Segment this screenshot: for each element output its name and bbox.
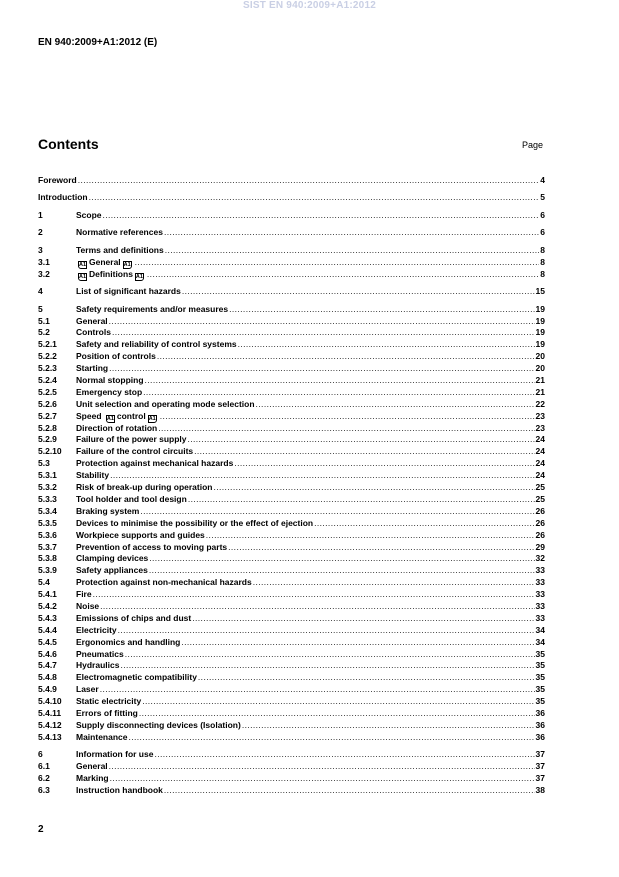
toc-entry-number: 5.4.5 (38, 636, 57, 647)
toc-entry-title: Electricity (76, 624, 117, 635)
dot-leader (228, 542, 534, 554)
toc-entry[interactable] (38, 720, 545, 732)
toc-entry-number: 4 (38, 286, 43, 297)
toc-entry-page: 5 (540, 192, 545, 203)
toc-entry[interactable] (38, 749, 545, 761)
toc-entry-page: 8 (540, 256, 545, 267)
toc-entry-page: 26 (535, 517, 545, 528)
toc-entry-page: 19 (535, 339, 545, 350)
dot-leader (181, 637, 534, 649)
dot-leader (142, 696, 534, 708)
document-identifier: EN 940:2009+A1:2012 (E) (38, 37, 158, 48)
dot-leader (164, 785, 535, 797)
dot-leader (140, 506, 534, 518)
toc-entry-number: 5.4.6 (38, 648, 57, 659)
dot-leader (314, 518, 534, 530)
toc-entry-page: 8 (540, 268, 545, 279)
toc-entry-title: Errors of fitting (76, 707, 138, 718)
toc-entry-title: Emergency stop (76, 386, 143, 397)
toc-entry-page: 35 (535, 648, 545, 659)
toc-entry-title: Stability (76, 470, 110, 481)
dot-leader (145, 375, 535, 387)
toc-entry-title: Starting (76, 363, 109, 374)
dot-leader (109, 363, 534, 375)
toc-entry-title: Controls (76, 327, 111, 338)
toc-entry-page: 22 (535, 398, 545, 409)
dot-leader (253, 577, 535, 589)
dot-leader (256, 399, 535, 411)
toc-entry[interactable] (38, 375, 545, 387)
toc-entry-title: Fire (76, 589, 92, 600)
toc-entry-title: Safety appliances (76, 565, 148, 576)
toc-entry-number: 5.4.12 (38, 719, 62, 730)
amendment-start-marker-icon: A1 (106, 415, 114, 422)
toc-entry-number: 5.2.6 (38, 398, 57, 409)
amendment-end-marker-icon: A1 (123, 261, 131, 268)
toc-entry-page: 29 (535, 541, 545, 552)
toc-entry[interactable] (38, 192, 545, 204)
dot-leader (188, 494, 535, 506)
dot-leader (109, 316, 535, 328)
toc-entry-page: 15 (535, 286, 545, 297)
toc-entry-title: Devices to minimise the possibility or the effect of ejection (76, 517, 314, 528)
toc-entry-number: 5.4.3 (38, 612, 57, 623)
toc-entry-number: 5.4.13 (38, 731, 62, 742)
toc-entry-page: 26 (535, 529, 545, 540)
toc-entry-page: 21 (535, 375, 545, 386)
toc-entry[interactable] (38, 269, 545, 281)
amendment-end-marker-icon: A1 (135, 273, 143, 280)
toc-entry-title: Protection against non-mechanical hazards (76, 577, 252, 588)
toc-entry-page: 23 (535, 422, 545, 433)
dot-leader (139, 708, 535, 720)
toc-entry-title: Emissions of chips and dust (76, 612, 192, 623)
toc-entry[interactable] (38, 411, 545, 423)
toc-entry-title: Tool holder and tool design (76, 493, 187, 504)
toc-entry-title: Information for use (76, 749, 154, 760)
toc-entry[interactable] (38, 761, 545, 773)
toc-entry-page: 24 (535, 470, 545, 481)
toc-entry[interactable] (38, 530, 545, 542)
toc-entry-number: 6.3 (38, 784, 50, 795)
toc-entry-page: 35 (535, 696, 545, 707)
toc-entry[interactable] (38, 387, 545, 399)
toc-entry-page: 33 (535, 612, 545, 623)
toc-entry-title: Instruction handbook (76, 784, 163, 795)
dot-leader (118, 625, 535, 637)
page-column-label: Page (522, 140, 544, 150)
toc-entry-page: 19 (535, 315, 545, 326)
toc-entry[interactable] (38, 518, 545, 530)
dot-leader (192, 613, 534, 625)
toc-entry-title: List of significant hazards (76, 286, 181, 297)
toc-entry-title: Introduction (38, 192, 88, 203)
toc-entry-title: Unit selection and operating mode selection (76, 398, 255, 409)
toc-entry[interactable] (38, 175, 545, 187)
toc-entry-page: 33 (535, 589, 545, 600)
toc-entry-number: 5.2.9 (38, 434, 57, 445)
toc-entry[interactable] (38, 625, 545, 637)
table-of-contents (38, 175, 545, 797)
toc-entry[interactable] (38, 601, 545, 613)
toc-entry-title (76, 257, 134, 269)
toc-entry-page: 33 (535, 600, 545, 611)
toc-entry[interactable] (38, 434, 545, 446)
dot-leader (165, 245, 540, 257)
toc-entry-page: 24 (535, 446, 545, 457)
dot-leader (158, 423, 534, 435)
toc-entry-number: 5.3.9 (38, 565, 57, 576)
toc-entry-number: 5.2.7 (38, 410, 57, 421)
toc-entry-page: 25 (535, 482, 545, 493)
toc-entry-number: 5.2.2 (38, 351, 57, 362)
toc-entry-number: 5.1 (38, 315, 50, 326)
toc-entry-title: Protection against mechanical hazards (76, 458, 234, 469)
toc-entry[interactable] (38, 732, 545, 744)
toc-entry-title: Normative references (76, 227, 163, 238)
toc-entry-title: Scope (76, 209, 102, 220)
watermark: SIST EN 940:2009+A1:2012 (243, 0, 376, 11)
dot-leader (129, 732, 535, 744)
toc-entry-title: Safety and reliability of control systems (76, 339, 237, 350)
toc-entry-number: 5.4.1 (38, 589, 57, 600)
dot-leader (120, 660, 534, 672)
toc-entry[interactable] (38, 506, 545, 518)
toc-entry-page: 25 (535, 493, 545, 504)
toc-entry-title: Noise (76, 600, 100, 611)
toc-entry-number: 5.3.2 (38, 482, 57, 493)
dot-leader (143, 387, 534, 399)
toc-entry[interactable] (38, 351, 545, 363)
page-number: 2 (38, 824, 44, 835)
toc-entry-number: 3.1 (38, 256, 50, 267)
toc-entry-number: 5.4.2 (38, 600, 57, 611)
toc-entry[interactable] (38, 470, 545, 482)
toc-entry-page: 8 (540, 244, 545, 255)
toc-entry-title: Supply disconnecting devices (Isolation) (76, 719, 241, 730)
toc-entry-title: Static electricity (76, 696, 142, 707)
toc-entry-number: 5.4.7 (38, 660, 57, 671)
toc-entry-page: 38 (535, 784, 545, 795)
dot-leader (100, 684, 535, 696)
toc-entry[interactable] (38, 327, 545, 339)
toc-entry[interactable] (38, 458, 545, 470)
toc-entry-page: 37 (535, 761, 545, 772)
toc-entry-title: General (76, 315, 108, 326)
dot-leader (164, 227, 539, 239)
dot-leader (213, 482, 534, 494)
toc-entry-page: 6 (540, 227, 545, 238)
toc-entry[interactable] (38, 286, 545, 298)
toc-entry-title: Workpiece supports and guides (76, 529, 205, 540)
dot-leader (229, 304, 534, 316)
toc-entry-page: 26 (535, 505, 545, 516)
dot-leader (135, 257, 540, 269)
toc-entry-page: 32 (535, 553, 545, 564)
toc-entry-page: 20 (535, 351, 545, 362)
toc-entry[interactable] (38, 245, 545, 257)
toc-entry-title: Terms and definitions (76, 244, 164, 255)
toc-entry-title: Clamping devices (76, 553, 149, 564)
dot-leader (110, 773, 535, 785)
toc-entry-number: 5.2.3 (38, 363, 57, 374)
dot-leader (89, 192, 540, 204)
toc-entry-page: 33 (535, 577, 545, 588)
toc-entry-number: 1 (38, 209, 43, 220)
dot-leader (234, 458, 534, 470)
toc-entry-page: 37 (535, 749, 545, 760)
dot-leader (109, 761, 535, 773)
toc-entry-number: 5.4.8 (38, 672, 57, 683)
dot-leader (154, 749, 534, 761)
toc-entry[interactable] (38, 227, 545, 239)
toc-entry[interactable] (38, 565, 545, 577)
toc-entry[interactable] (38, 637, 545, 649)
toc-entry-title: Normal stopping (76, 375, 144, 386)
toc-entry-page: 36 (535, 719, 545, 730)
dot-leader (149, 565, 535, 577)
toc-entry[interactable] (38, 423, 545, 435)
toc-entry[interactable] (38, 304, 545, 316)
toc-entry-page: 34 (535, 624, 545, 635)
toc-entry-title: Maintenance (76, 731, 128, 742)
toc-entry-title: Hydraulics (76, 660, 120, 671)
amendment-end-marker-icon: A1 (148, 415, 156, 422)
toc-entry-title: Ergonomics and handling (76, 636, 181, 647)
toc-entry[interactable] (38, 399, 545, 411)
toc-entry[interactable] (38, 613, 545, 625)
toc-entry-page: 20 (535, 363, 545, 374)
dot-leader (110, 470, 534, 482)
toc-entry-number: 5.4.11 (38, 707, 62, 718)
toc-entry[interactable] (38, 672, 545, 684)
toc-entry-title: Safety requirements and/or measures (76, 303, 229, 314)
toc-entry-number: 5.4.10 (38, 696, 62, 707)
toc-entry[interactable] (38, 257, 545, 269)
toc-entry-number: 3 (38, 244, 43, 255)
toc-entry-number: 5.2.10 (38, 446, 62, 457)
dot-leader (188, 434, 535, 446)
dot-leader (182, 286, 535, 298)
amendment-start-marker-icon: A1 (79, 273, 87, 280)
dot-leader (125, 649, 535, 661)
toc-entry-title: General (76, 761, 108, 772)
toc-entry-number: 5.3.7 (38, 541, 57, 552)
toc-entry-number: 5.3.8 (38, 553, 57, 564)
toc-entry-page: 24 (535, 458, 545, 469)
toc-entry-number: 5.2.5 (38, 386, 57, 397)
toc-entry-title: Pneumatics (76, 648, 124, 659)
dot-leader (100, 601, 534, 613)
toc-entry-page: 23 (535, 410, 545, 421)
toc-entry-page: 19 (535, 303, 545, 314)
toc-entry-page: 36 (535, 731, 545, 742)
toc-entry-title: Marking (76, 773, 109, 784)
dot-leader (149, 553, 534, 565)
toc-entry-title-text: control (116, 410, 146, 421)
toc-entry-page: 35 (535, 660, 545, 671)
toc-entry-title: Position of controls (76, 351, 156, 362)
toc-entry-number: 2 (38, 227, 43, 238)
toc-entry-number: 5.3.5 (38, 517, 57, 528)
toc-entry-page: 34 (535, 636, 545, 647)
toc-entry-title: Prevention of access to moving parts (76, 541, 228, 552)
dot-leader (238, 339, 535, 351)
toc-entry-page: 6 (540, 209, 545, 220)
toc-entry-page: 35 (535, 672, 545, 683)
toc-entry-number: 5.2.4 (38, 375, 57, 386)
dot-leader (157, 351, 535, 363)
toc-entry-number: 6 (38, 749, 43, 760)
toc-entry-title: Failure of the power supply (76, 434, 187, 445)
toc-entry-title: Risk of break-up during operation (76, 482, 213, 493)
toc-entry[interactable] (38, 684, 545, 696)
toc-entry[interactable] (38, 316, 545, 328)
toc-entry-title-text: Definitions (89, 268, 133, 279)
toc-entry[interactable] (38, 649, 545, 661)
toc-entry-number: 5.3.3 (38, 493, 57, 504)
toc-entry-page: 35 (535, 684, 545, 695)
toc-entry-title: Failure of the control circuits (76, 446, 194, 457)
toc-entry[interactable] (38, 708, 545, 720)
toc-entry-number: 5.3.6 (38, 529, 57, 540)
toc-entry[interactable] (38, 363, 545, 375)
contents-heading: Contents (38, 136, 99, 152)
toc-entry[interactable] (38, 773, 545, 785)
toc-entry[interactable] (38, 542, 545, 554)
toc-entry-number: 3.2 (38, 268, 50, 279)
dot-leader (194, 446, 534, 458)
toc-entry[interactable] (38, 696, 545, 708)
dot-leader (147, 269, 539, 281)
toc-entry[interactable] (38, 494, 545, 506)
dot-leader (112, 327, 535, 339)
toc-entry[interactable] (38, 577, 545, 589)
toc-entry-number: 5.4 (38, 577, 50, 588)
toc-entry-page: 19 (535, 327, 545, 338)
toc-entry[interactable] (38, 785, 545, 797)
toc-entry-title: Direction of rotation (76, 422, 158, 433)
toc-entry-page: 21 (535, 386, 545, 397)
toc-entry-number: 5.3.4 (38, 505, 57, 516)
toc-entry-number: 5.4.4 (38, 624, 57, 635)
toc-entry-title: Laser (76, 684, 99, 695)
toc-entry-number: 5.2.1 (38, 339, 57, 350)
toc-entry-title (76, 269, 146, 281)
toc-entry-number: 5 (38, 303, 43, 314)
toc-entry-number: 5.2.8 (38, 422, 57, 433)
amendment-start-marker-icon: A1 (79, 261, 87, 268)
dot-leader (103, 210, 540, 222)
toc-entry-title-text: General (89, 256, 121, 267)
toc-entry[interactable] (38, 553, 545, 565)
toc-entry-title-prefix: Speed (76, 410, 102, 421)
dot-leader (78, 175, 540, 187)
toc-entry[interactable] (38, 660, 545, 672)
dot-leader (198, 672, 535, 684)
toc-entry-page: 4 (540, 175, 545, 185)
toc-entry-title (76, 411, 159, 423)
toc-entry-page: 24 (535, 434, 545, 445)
toc-entry-page: 37 (535, 773, 545, 784)
dot-leader (206, 530, 535, 542)
toc-entry-number: 5.4.9 (38, 684, 57, 695)
toc-entry[interactable] (38, 210, 545, 222)
toc-entry-number: 5.2 (38, 327, 50, 338)
toc-entry-page: 36 (535, 707, 545, 718)
dot-leader (242, 720, 535, 732)
toc-entry[interactable] (38, 589, 545, 601)
dot-leader (93, 589, 535, 601)
dot-leader (160, 411, 535, 423)
toc-entry[interactable] (38, 339, 545, 351)
toc-entry-title: Foreword (38, 175, 77, 185)
toc-entry-number: 5.3.1 (38, 470, 57, 481)
toc-entry-number: 6.1 (38, 761, 50, 772)
toc-entry-title: Electromagnetic compatibility (76, 672, 197, 683)
toc-entry-title: Braking system (76, 505, 140, 516)
toc-entry[interactable] (38, 482, 545, 494)
toc-entry-page: 33 (535, 565, 545, 576)
toc-entry-number: 5.3 (38, 458, 50, 469)
toc-entry-number: 6.2 (38, 773, 50, 784)
toc-entry[interactable] (38, 446, 545, 458)
